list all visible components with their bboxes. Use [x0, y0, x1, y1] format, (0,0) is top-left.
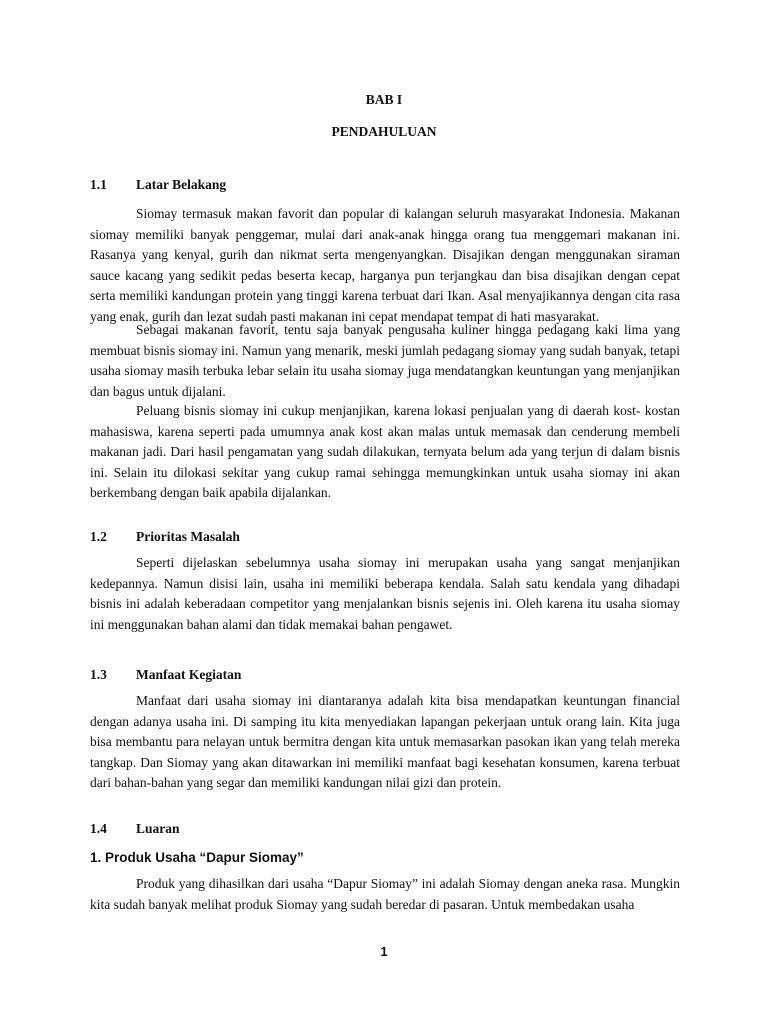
section-number: 1.4 [90, 821, 107, 836]
section-heading-1-2 [90, 529, 680, 545]
subheading-produk-usaha: 1. Produk Usaha “Dapur Siomay” [90, 850, 304, 865]
section-number: 1.3 [90, 667, 107, 682]
section-title: Manfaat Kegiatan [136, 667, 242, 682]
section-heading-1-4 [90, 821, 680, 837]
paragraph-latar-belakang-1: Siomay termasuk makan favorit dan popular di kalangan seluruh masyarakat Indonesia. Makanan siomay memiliki banyak penggemar, mulai dari anak-anak hingga orang tua menggemari makanan ini. Rasanya yang kenyal, gurih dan nikmat serta mengenyangkan. Disajikan dengan menggunakan siraman sauce kacang yang sedikit pedas beserta kecap, harganya pun terjangkau dan bisa disajikan dengan cepat serta memiliki kandungan protein yang tinggi karena terbuat dari Ikan. Asal menyajikannya dengan cita rasa yang enak, gurih dan lezat sudah pasti makanan ini cepat mendapat tempat di hati masyarakat. [90, 206, 680, 324]
paragraph-luaran: Produk yang dihasilkan dari usaha “Dapur Siomay” ini adalah Siomay dengan aneka rasa. Mungkin kita sudah banyak melihat produk Siomay yang sudah beredar di pasaran. Untuk membedakan usaha [90, 876, 680, 912]
paragraph-prioritas-masalah: Seperti dijelaskan sebelumnya usaha siomay ini merupakan usaha yang sangat menjanjikan kedepannya. Namun disisi lain, usaha ini memiliki beberapa kendala. Salah satu kendala yang dihadapi bisnis ini adalah keberadaan competitor yang menjalankan bisnis sejenis ini. Oleh karena itu usaha siomay ini menggunakan bahan alami dan tidak memakai bahan pengawet. [90, 555, 680, 632]
chapter-title: PENDAHULUAN [331, 124, 437, 139]
page-number: 1 [380, 944, 388, 959]
section-title: Luaran [136, 821, 180, 836]
paragraph-latar-belakang-3: Peluang bisnis siomay ini cukup menjanjikan, karena lokasi penjualan yang di daerah kost- kostan mahasiswa, karena seperti pada umumnya anak kost akan malas untuk memasak dan cenderung membeli makanan jadi. Dari hasil pengamatan yang sudah dilakukan, ternyata belum ada yang terjun di dalam bisnis ini. Selain itu dilokasi sekitar yang cukup ramai sehingga memungkinkan untuk usaha siomay ini akan berkembang dengan baik apabila dijalankan. [90, 403, 680, 501]
section-heading-1-3 [90, 667, 680, 683]
paragraph-manfaat-kegiatan: Manfaat dari usaha siomay ini diantaranya adalah kita bisa mendapatkan keuntungan financial dengan adanya usaha ini. Di samping itu kita menyediakan lapangan pekerjaan untuk orang lain. Kita juga bisa membantu para nelayan untuk bermitra dengan kita untuk memasarkan pasokan ikan yang telah mereka tangkap. Dan Siomay yang akan ditawarkan ini memiliki manfaat bagi kesehatan konsumen, karena terbuat dari bahan-bahan yang segar dan memiliki kandungan nilai gizi dan protein. [90, 693, 680, 791]
paragraph-latar-belakang-2: Sebagai makanan favorit, tentu saja banyak pengusaha kuliner hingga pedagang kaki lima yang membuat bisnis siomay ini. Namun yang menarik, meski jumlah pedagang siomay yang sudah banyak, tetapi usaha siomay masih terbuka lebar selain itu usaha siomay juga mendatangkan keuntungan yang menjanjikan dan bagus untuk dijalani. [90, 322, 680, 399]
section-number: 1.1 [90, 177, 107, 192]
chapter-number: BAB I [365, 92, 403, 107]
section-heading-1-1 [90, 177, 680, 193]
section-title: Latar Belakang [136, 177, 227, 192]
section-number: 1.2 [90, 529, 107, 544]
section-title: Prioritas Masalah [136, 529, 240, 544]
